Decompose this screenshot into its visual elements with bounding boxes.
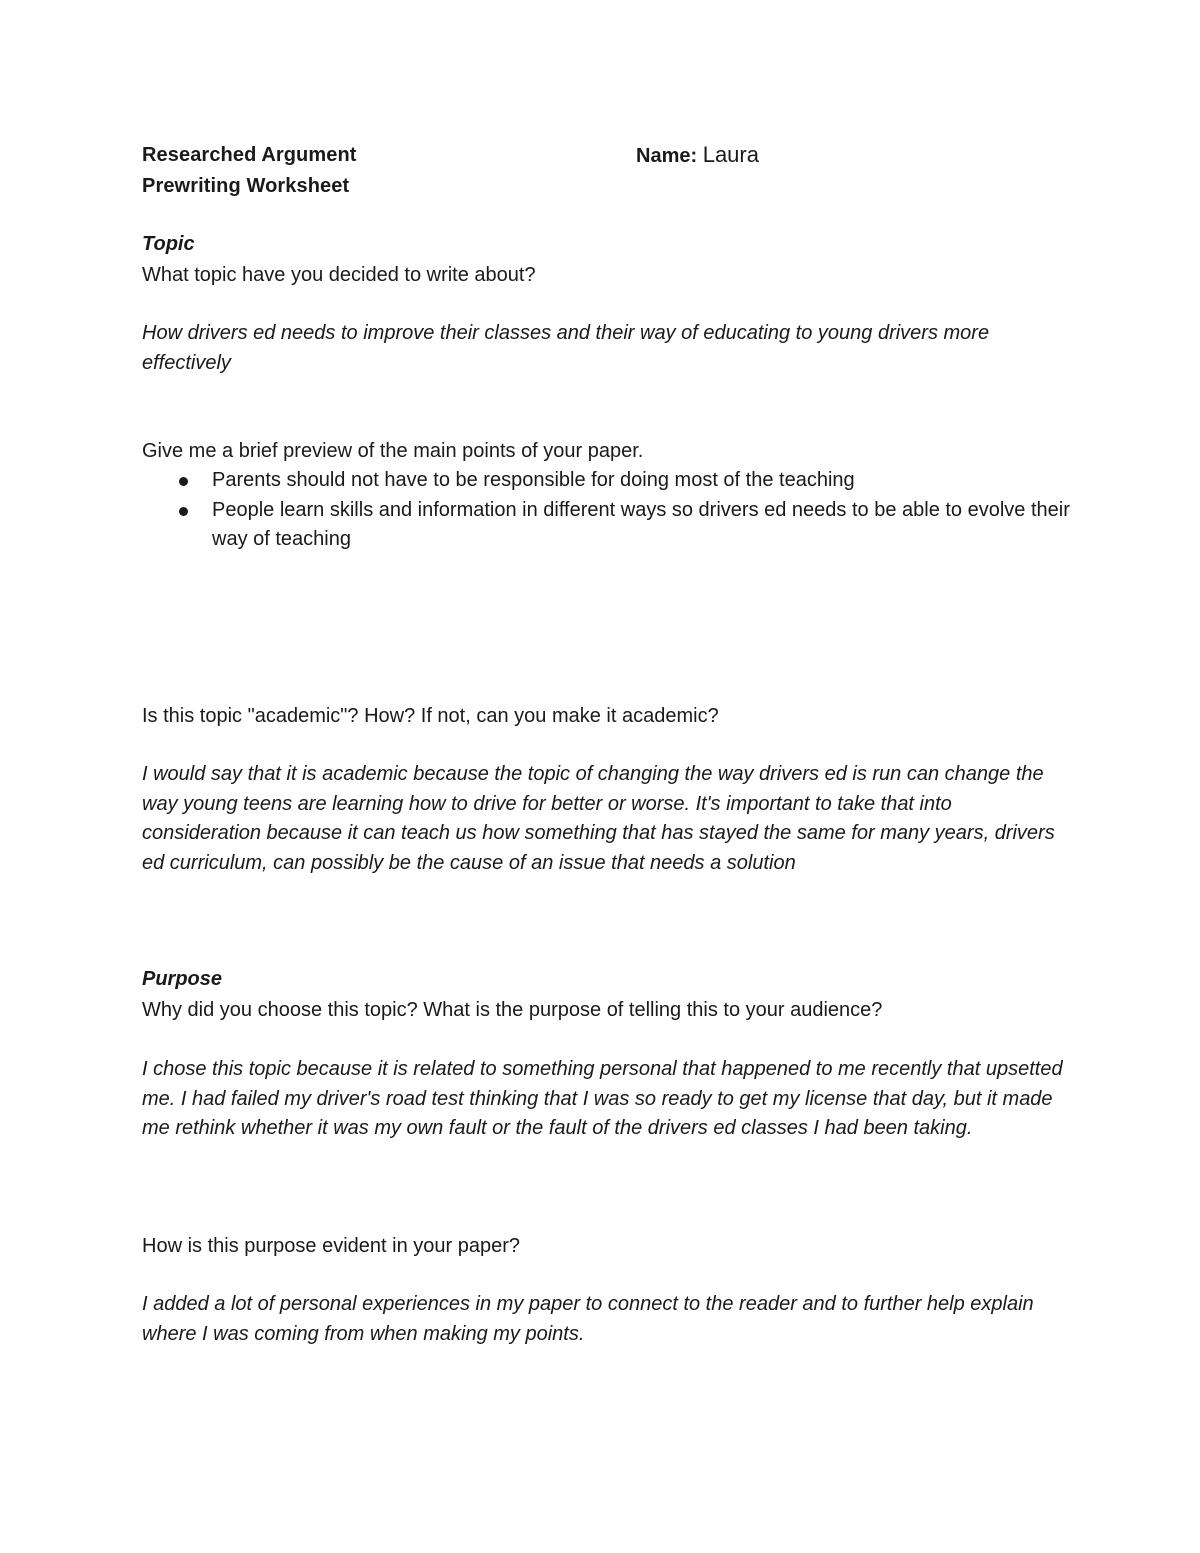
main-point-text: Parents should not have to be responsible for doing most of the teaching [212,469,855,491]
list-item [142,496,1072,555]
purpose-question-2: How is this purpose evident in your paper? [142,1235,520,1257]
topic-question-1: What topic have you decided to write about? [142,264,536,286]
purpose-question-1: Why did you choose this topic? What is the purpose of telling this to your audience? [142,999,883,1021]
topic-heading: Topic [142,233,195,255]
worksheet-title-line2: Prewriting Worksheet [142,175,350,197]
name-field [636,142,759,168]
name-value: Laura [702,142,759,167]
topic-answer-1: How drivers ed needs to improve their classes and their way of educating to young drivers more effectively [142,322,990,374]
main-point-text: People learn skills and information in different ways so drivers ed needs to be able to evolve their way of teaching [212,498,1070,550]
topic-answer-3: I would say that it is academic because the topic of changing the way drivers ed is run can change the way young teens are learning how to drive for better or worse. It's important to take that into consideration because it can teach us how something that has stayed the same for many years, drivers ed curriculum, can possibly be the cause of an issue that needs a solution [142,763,1055,874]
topic-question-2: Give me a brief preview of the main points of your paper. [142,440,644,462]
purpose-heading: Purpose [142,968,223,990]
list-item [142,466,1072,496]
purpose-answer-1: I chose this topic because it is related to something personal that happened to me recently that upsetted me. I had failed my driver's road test thinking that I was so ready to get my license that day, but it made me rethink whether it was my own fault or the fault of the drivers ed classes I had been taking. [142,1058,1063,1139]
bullet-icon [179,507,188,516]
topic-question-3: Is this topic "academic"? How? If not, can you make it academic? [142,705,719,727]
main-points-list [142,466,1072,555]
worksheet-title-line1: Researched Argument [142,144,357,166]
name-label: Name: [636,145,698,167]
bullet-icon [179,477,188,486]
purpose-answer-2: I added a lot of personal experiences in my paper to connect to the reader and to further help explain where I was coming from when making my points. [142,1293,1034,1345]
